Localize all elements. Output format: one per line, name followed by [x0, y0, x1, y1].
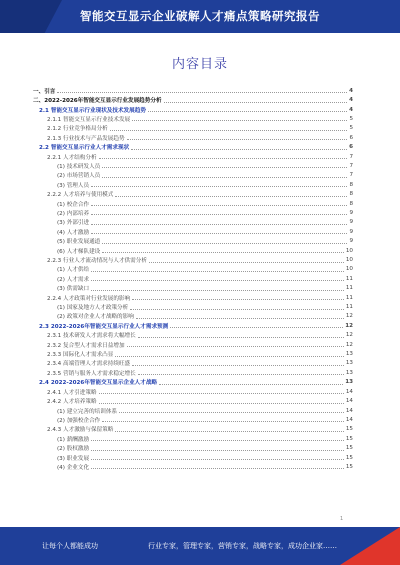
toc-leader-dots — [91, 229, 347, 234]
toc-entry[interactable] — [33, 105, 353, 114]
toc-heading: 内容目录 — [171, 57, 228, 72]
toc-leader-dots — [91, 455, 344, 460]
toc-leader-dots — [91, 276, 344, 281]
toc-entry[interactable] — [33, 378, 353, 387]
toc-leader-dots — [138, 333, 344, 338]
toc-entry-label: 2.1 智能交互显示行业现状及技术发展趋势 — [39, 107, 146, 114]
toc-entry-page: 13 — [345, 369, 353, 376]
toc-entry[interactable] — [33, 453, 353, 462]
toc-leader-dots — [119, 408, 344, 413]
toc-entry-label: (1) 建立完善的培训体系 — [57, 408, 118, 415]
toc-entry-page: 11 — [345, 294, 353, 301]
toc-leader-dots — [110, 126, 348, 131]
toc-entry-label: (3) 职业发展 — [57, 455, 90, 462]
toc-entry[interactable] — [33, 331, 353, 340]
toc-entry-page: 15 — [345, 445, 353, 452]
toc-leader-dots — [91, 220, 347, 225]
toc-entry-page: 13 — [345, 360, 353, 367]
toc-entry-page: 7 — [349, 162, 353, 169]
toc-entry[interactable] — [33, 443, 353, 452]
toc-entry[interactable] — [33, 415, 353, 424]
page-number: 1 — [340, 516, 344, 522]
footer-slogan: 让每个人都能成功 — [42, 542, 98, 550]
toc-leader-dots — [91, 436, 344, 441]
toc-entry[interactable] — [33, 387, 353, 396]
toc-entry-label: 二、2022-2026年智能交互显示行业发展趋势分析 — [33, 98, 162, 105]
toc-entry-page: 13 — [345, 351, 353, 358]
toc-entry-label: (4) 人才激励 — [57, 229, 90, 236]
toc-entry[interactable] — [33, 406, 353, 415]
toc-leader-dots — [132, 116, 347, 121]
toc-entry-page: 9 — [349, 238, 353, 245]
toc-entry[interactable] — [33, 425, 353, 434]
toc-entry[interactable] — [33, 340, 353, 349]
toc-entry-label: (2) 加强校企合作 — [57, 417, 101, 424]
toc-entry-label: 2.2 智能交互显示行业人才需求现状 — [39, 145, 130, 152]
toc-entry-page: 11 — [345, 275, 353, 282]
toc-leader-dots — [148, 107, 347, 112]
toc-entry-page: 14 — [345, 388, 353, 395]
toc-entry-label: (6) 人才梯队建设 — [57, 248, 101, 255]
toc-leader-dots — [132, 361, 344, 366]
toc-entry[interactable] — [33, 284, 353, 293]
toc-entry-label: (3) 管理人员 — [57, 182, 90, 189]
toc-entry-label: (3) 外部引进 — [57, 220, 90, 227]
toc-entry[interactable] — [33, 293, 353, 302]
toc-leader-dots — [130, 305, 344, 310]
toc-leader-dots — [102, 173, 347, 178]
toc-entry-page: 8 — [349, 191, 353, 198]
toc-entry[interactable] — [33, 208, 353, 217]
toc-leader-dots — [164, 98, 348, 103]
toc-entry-page: 13 — [345, 379, 353, 386]
toc-entry-page: 8 — [349, 200, 353, 207]
toc-entry-label: (1) 校企合作 — [57, 201, 90, 208]
toc-entry[interactable] — [33, 227, 353, 236]
toc-entry[interactable] — [33, 133, 353, 142]
report-title: 智能交互显示企业破解人才痛点策略研究报告 — [80, 9, 320, 23]
toc-entry-label: 2.1.2 行业竞争格局分析 — [47, 126, 108, 133]
toc-entry-page: 12 — [345, 322, 353, 329]
toc-entry[interactable] — [33, 368, 353, 377]
toc-entry-label: (5) 职业发展通道 — [57, 239, 101, 246]
toc-entry-label: 2.3.5 营销与服务人才需求稳定增长 — [47, 370, 136, 377]
toc-leader-dots — [57, 88, 347, 93]
toc-entry-page: 12 — [345, 332, 353, 339]
toc-leader-dots — [127, 342, 344, 347]
toc-leader-dots — [91, 446, 344, 451]
report-header — [0, 0, 400, 33]
toc-entry-label: (2) 市场营销人员 — [57, 173, 101, 180]
toc-entry[interactable] — [33, 246, 353, 255]
toc-entry-label: 2.3.3 国际化人才需求凸显 — [47, 352, 114, 359]
toc-entry-label: 2.3.4 高端管理人才需求持续旺盛 — [47, 361, 131, 368]
toc-entry-label: (2) 政策对企业人才战略的影响 — [57, 314, 134, 321]
toc-entry[interactable] — [33, 152, 353, 161]
toc-entry-page: 15 — [345, 463, 353, 470]
toc-entry[interactable] — [33, 302, 353, 311]
toc-entry-page: 7 — [349, 172, 353, 179]
toc-entry-label: 2.4.2 人才培养策略 — [47, 399, 97, 406]
toc-leader-dots — [131, 145, 347, 150]
toc-entry-label: (2) 股权激励 — [57, 446, 90, 453]
toc-entry[interactable] — [33, 359, 353, 368]
toc-leader-dots — [102, 239, 347, 244]
toc-entry[interactable] — [33, 142, 353, 151]
toc-leader-dots — [102, 163, 347, 168]
toc-entry-page: 11 — [345, 304, 353, 311]
toc-leader-dots — [159, 380, 343, 385]
toc-entry-page: 5 — [349, 115, 353, 122]
toc-entry[interactable] — [33, 189, 353, 198]
toc-leader-dots — [102, 248, 344, 253]
toc-leader-dots — [91, 182, 347, 187]
toc-entry-page: 4 — [349, 87, 353, 94]
toc-leader-dots — [91, 267, 344, 272]
toc-entry-label: (1) 技术研发人员 — [57, 163, 101, 170]
toc-entry-label: (2) 人才需求 — [57, 276, 90, 283]
toc-entry[interactable] — [33, 255, 353, 264]
toc-leader-dots — [91, 286, 344, 291]
toc-entry-page: 10 — [345, 257, 353, 264]
toc-entry[interactable] — [33, 396, 353, 405]
toc-entry-label: 2.4 2022-2026年智能交互显示企业人才战略 — [39, 380, 158, 387]
toc-leader-dots — [127, 135, 348, 140]
toc-leader-dots — [170, 323, 343, 328]
toc-entry-label: 2.4.1 人才引进策略 — [47, 389, 97, 396]
toc-entry-label: 2.2.4 人才政策对行业发展的影响 — [47, 295, 131, 302]
toc-entry-page: 15 — [345, 426, 353, 433]
toc-entry-page: 10 — [345, 266, 353, 273]
toc-leader-dots — [102, 417, 344, 422]
toc-leader-dots — [99, 154, 348, 159]
toc-entry[interactable] — [33, 434, 353, 443]
toc-entry-page: 12 — [345, 341, 353, 348]
toc-entry[interactable] — [33, 114, 353, 123]
toc-entry-label: (2) 内部培养 — [57, 210, 90, 217]
toc-entry[interactable] — [33, 218, 353, 227]
toc-entry-label: 2.3.2 复合型人才需求日益增加 — [47, 342, 125, 349]
toc-leader-dots — [136, 314, 344, 319]
toc-entry-page: 9 — [349, 219, 353, 226]
toc-entry-label: 2.3 2022-2026年智能交互显示行业人才需求预测 — [39, 323, 169, 330]
toc-leader-dots — [91, 201, 347, 206]
toc-entry-label: 一、引言 — [33, 88, 56, 95]
toc-leader-dots — [115, 192, 347, 197]
toc-entry-page: 14 — [345, 398, 353, 405]
toc-entry[interactable] — [33, 95, 353, 104]
toc-entry-page: 12 — [345, 313, 353, 320]
toc-entry-label: (3) 供需缺口 — [57, 286, 90, 293]
toc-leader-dots — [149, 258, 344, 263]
toc-entry[interactable] — [33, 171, 353, 180]
toc-entry-page: 11 — [345, 285, 353, 292]
toc-entry-label: 2.4.3 人才激励与保留策略 — [47, 427, 114, 434]
toc-entry-page: 6 — [349, 134, 353, 141]
toc-leader-dots — [115, 352, 344, 357]
toc-entry-page: 6 — [349, 144, 353, 151]
toc-entry-label: (1) 人才供给 — [57, 267, 90, 274]
footer-accent — [340, 527, 400, 565]
toc-entry-label: 2.1.1 智能交互显示行业技术发展 — [47, 116, 131, 123]
footer-experts: 行业专家，管理专家，营销专家，战略专家，成功企业家…… — [148, 542, 337, 550]
toc-leader-dots — [138, 370, 344, 375]
toc-entry-label: 2.3.1 技术研发人才需求将大幅增长 — [47, 333, 136, 340]
toc-entry-label: 2.1.3 行业技术与产品发展趋势 — [47, 135, 125, 142]
toc-entry-page: 4 — [349, 106, 353, 113]
toc-leader-dots — [99, 389, 344, 394]
toc-entry-page: 15 — [345, 435, 353, 442]
toc-entry[interactable] — [33, 161, 353, 170]
toc-entry-page: 7 — [349, 153, 353, 160]
toc-entry[interactable] — [33, 312, 353, 321]
toc-entry[interactable] — [33, 265, 353, 274]
toc-entry-label: 2.2.1 人才结构分析 — [47, 154, 97, 161]
toc-entry[interactable] — [33, 86, 353, 95]
toc-leader-dots — [91, 464, 344, 469]
toc-entry-page: 5 — [349, 125, 353, 132]
toc-entry[interactable] — [33, 321, 353, 330]
toc-entry-page: 9 — [349, 228, 353, 235]
report-footer — [0, 527, 400, 565]
toc-entry[interactable] — [33, 180, 353, 189]
toc-entry[interactable] — [33, 462, 353, 471]
toc-entry[interactable] — [33, 274, 353, 283]
toc-entry-label: 2.2.3 行业人才流动情况与人才供需分析 — [47, 258, 147, 265]
toc-entry-label: (1) 国家及地方人才政策分析 — [57, 305, 129, 312]
toc-entry-page: 4 — [349, 97, 353, 104]
toc-entry[interactable] — [33, 349, 353, 358]
toc-entry[interactable] — [33, 199, 353, 208]
toc-entry-label: (4) 企业文化 — [57, 464, 90, 471]
toc-leader-dots — [91, 210, 347, 215]
toc-entry-label: (1) 薪酬激励 — [57, 436, 90, 443]
toc-entry[interactable] — [33, 124, 353, 133]
toc-entry-label: 2.2.2 人才培养与使用模式 — [47, 192, 114, 199]
toc-entry-page: 14 — [345, 407, 353, 414]
toc-entry-page: 14 — [345, 416, 353, 423]
toc-entry-page: 9 — [349, 209, 353, 216]
toc-entry-page: 10 — [345, 247, 353, 254]
table-of-contents — [33, 86, 353, 472]
toc-entry-page: 15 — [345, 454, 353, 461]
toc-leader-dots — [132, 295, 344, 300]
toc-leader-dots — [99, 399, 344, 404]
toc-entry[interactable] — [33, 237, 353, 246]
toc-leader-dots — [115, 427, 344, 432]
toc-entry-page: 8 — [349, 181, 353, 188]
